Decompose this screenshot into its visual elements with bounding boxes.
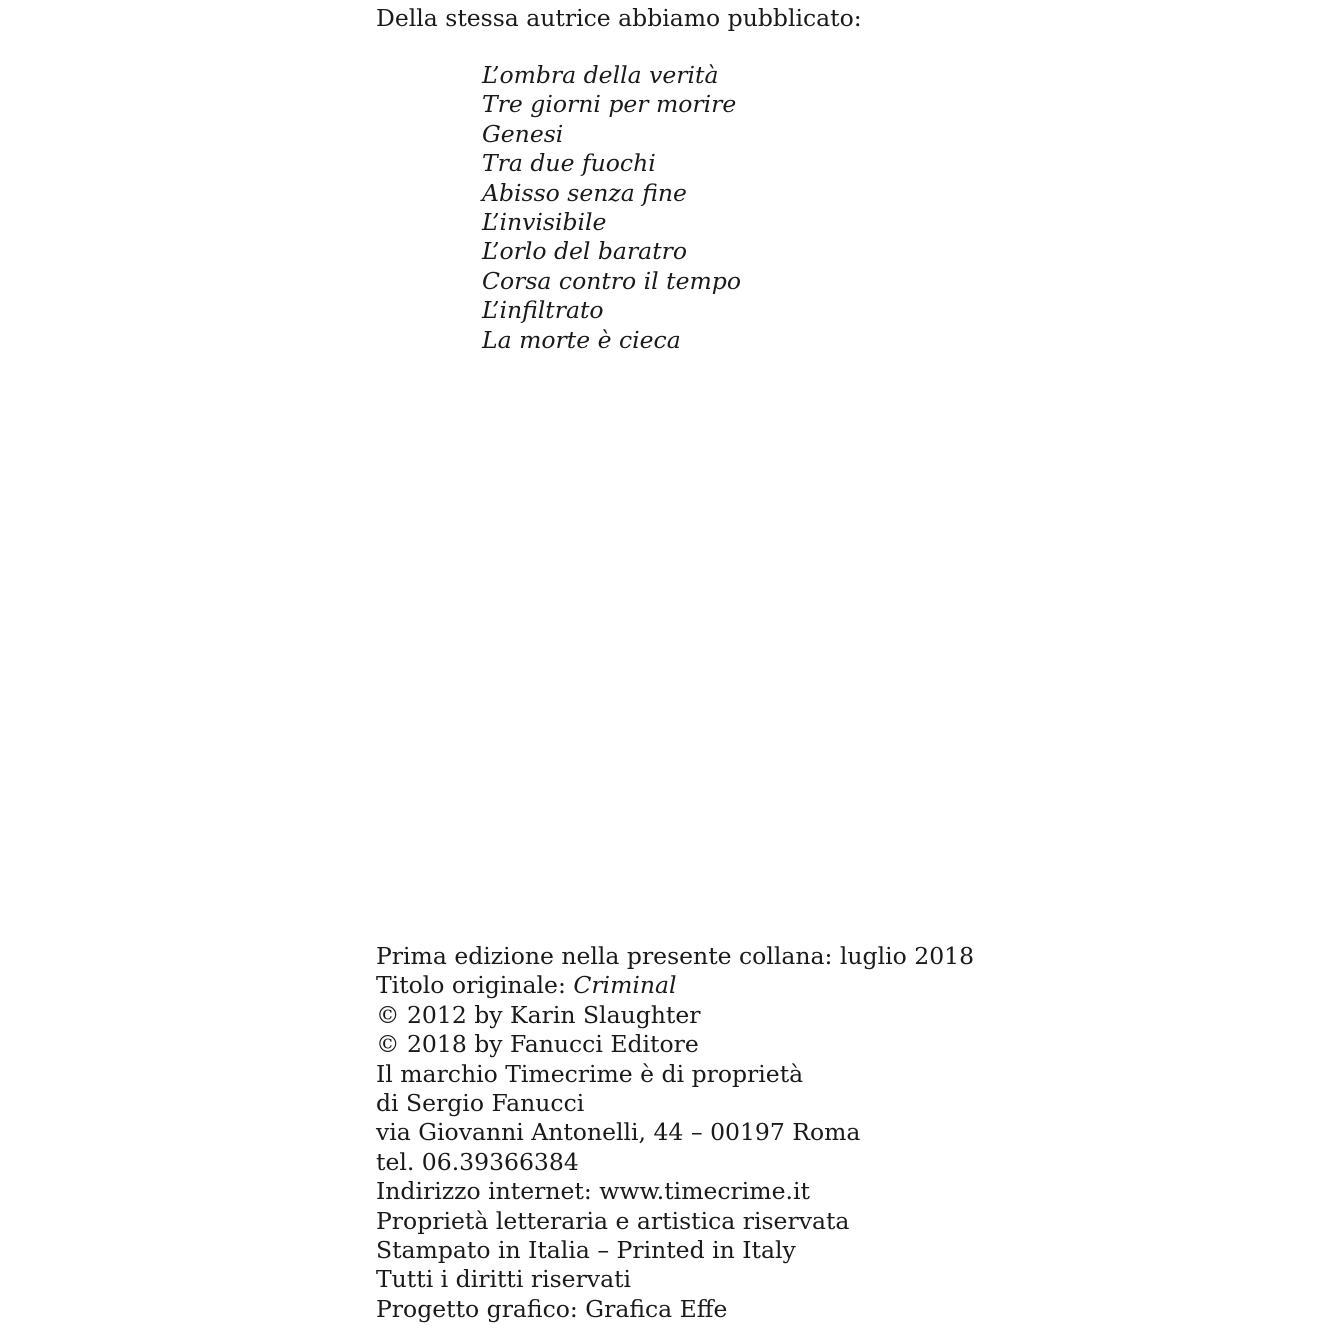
also-by-heading: Della stessa autrice abbiamo pubblicato: bbox=[376, 4, 862, 32]
book-title: L’orlo del baratro bbox=[482, 237, 688, 266]
original-title: Criminal bbox=[573, 971, 677, 1000]
trademark-owner-line: di Sergio Fanucci bbox=[376, 1089, 585, 1118]
book-title: L’invisibile bbox=[482, 208, 607, 237]
edition-line: Prima edizione nella presente collana: luglio 2018 bbox=[376, 942, 975, 970]
phone-line: tel. 06.39366384 bbox=[376, 1147, 579, 1176]
original-title-line bbox=[376, 971, 974, 1000]
original-title-label: Titolo originale: bbox=[376, 971, 574, 1000]
book-title: Genesi bbox=[482, 119, 564, 148]
book-title: Corsa contro il tempo bbox=[482, 266, 741, 295]
trademark-line: Il marchio Timecrime è di proprietà bbox=[376, 1059, 804, 1088]
copyright-author-line: © 2012 by Karin Slaughter bbox=[376, 1000, 701, 1029]
book-title: Abisso senza fine bbox=[482, 178, 687, 207]
book-title: Tre giorni per morire bbox=[482, 90, 737, 119]
copyright-publisher-line: © 2018 by Fanucci Editore bbox=[376, 1030, 699, 1059]
book-title: Tra due fuochi bbox=[482, 149, 656, 178]
all-rights-line: Tutti i diritti riservati bbox=[376, 1265, 632, 1294]
design-credit-line: Progetto grafico: Grafica Effe bbox=[376, 1294, 728, 1323]
website-line: Indirizzo internet: www.timecrime.it bbox=[376, 1177, 810, 1206]
book-title: La morte è cieca bbox=[482, 325, 681, 354]
printed-line: Stampato in Italia – Printed in Italy bbox=[376, 1236, 796, 1265]
literary-rights-line: Proprietà letteraria e artistica riservata bbox=[376, 1206, 850, 1235]
book-title: L’infiltrato bbox=[482, 296, 604, 325]
address-line: via Giovanni Antonelli, 44 – 00197 Roma bbox=[376, 1118, 861, 1147]
book-title: L’ombra della verità bbox=[482, 61, 719, 89]
other-titles-list bbox=[482, 61, 741, 355]
colophon bbox=[376, 942, 974, 1324]
